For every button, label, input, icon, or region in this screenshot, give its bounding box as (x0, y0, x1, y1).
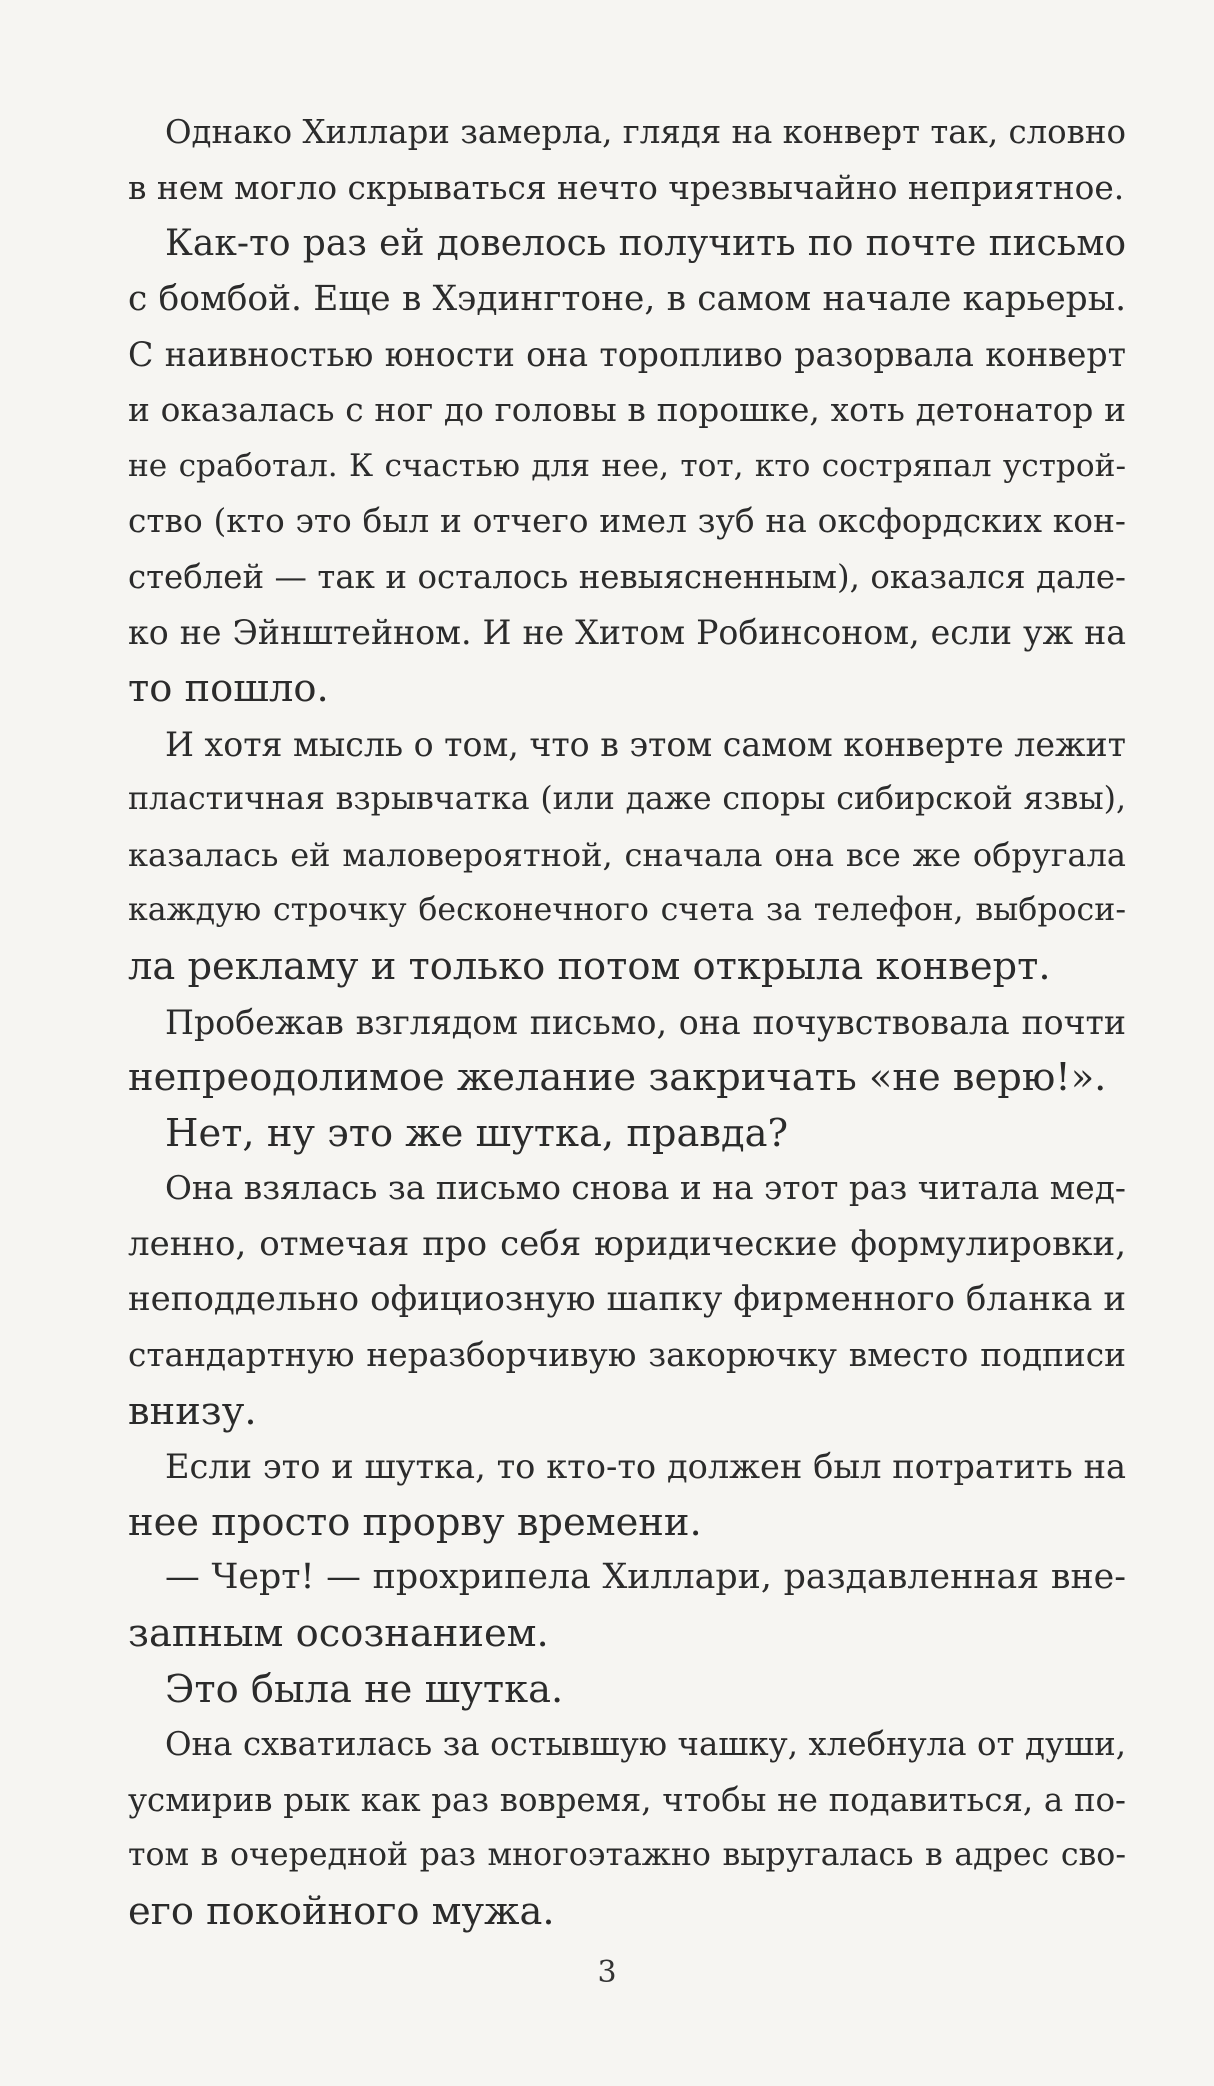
text-line: и оказалась с ног до головы в порошке, хоть детонатор и (128, 390, 1126, 429)
text-line: Это была не шутка. (165, 1666, 564, 1712)
text-line: не сработал. К счастью для нее, тот, кто состряпал устрой- (128, 447, 1126, 484)
text-line: ленно, отмечая про себя юридические формулировки, (128, 1223, 1126, 1264)
text-line: запным осознанием. (128, 1611, 549, 1657)
text-line: каждую строчку бесконечного счета за телефон, выброси- (128, 892, 1126, 929)
text-line: С наивностью юности она торопливо разорвала конверт (128, 335, 1126, 375)
text-line: И хотя мысль о том, что в этом самом конверте лежит (165, 724, 1126, 764)
text-line: казалась ей маловероятной, сначала она все же обругала (128, 835, 1126, 874)
text-line: ла рекламу и только потом открыла конверт. (128, 943, 1051, 989)
text-line: внизу. (128, 1388, 257, 1434)
text-line: Она схватилась за остывшую чашку, хлебнула от души, (165, 1725, 1126, 1764)
text-line: то пошло. (128, 665, 329, 711)
text-line: с бомбой. Еще в Хэдингтоне, в самом начале карьеры. (128, 278, 1126, 319)
text-line: в нем могло скрываться нечто чрезвычайно неприятное. (128, 168, 1125, 207)
text-line: его покойного мужа. (128, 1889, 555, 1934)
text-line: ство (кто это был и отчего имел зуб на оксфордских кон- (128, 502, 1126, 541)
text-line: Она взялась за письмо снова и на этот раз читала мед- (165, 1169, 1126, 1208)
text-line: непреодолимое желание закричать «не верю!». (128, 1055, 1107, 1101)
page-number: 3 (597, 1955, 617, 1990)
text-line: Однако Хиллари замерла, глядя на конверт так, словно (165, 113, 1126, 151)
text-line: Как-то раз ей довелось получить по почте письмо (165, 223, 1126, 265)
text-line: нее просто прорву времени. (128, 1499, 702, 1545)
text-line: Если это и шутка, то кто-то должен был потратить на (165, 1447, 1126, 1487)
text-line: — Черт! — прохрипела Хиллари, раздавленная вне- (165, 1557, 1126, 1598)
body-text (128, 105, 1126, 1940)
text-line: Нет, ну это же шутка, правда? (165, 1110, 789, 1156)
text-line: стеблей — так и осталось невыясненным), оказался дале- (128, 557, 1126, 596)
text-line: усмирив рык как раз вовремя, чтобы не подавиться, а по- (128, 1780, 1126, 1819)
text-line: том в очередной раз многоэтажно выругалась в адрес сво- (128, 1837, 1126, 1874)
text-line: ко не Эйнштейном. И не Хитом Робинсоном, если уж на (128, 613, 1126, 653)
text-line: Пробежав взглядом письмо, она почувствовала почти (165, 1002, 1126, 1042)
text-line: стандартную неразборчивую закорючку вместо подписи (128, 1336, 1126, 1375)
text-line: неподдельно официозную шапку фирменного бланка и (128, 1279, 1126, 1320)
text-line: пластичная взрывчатка (или даже споры сибирской язвы), (128, 781, 1126, 818)
